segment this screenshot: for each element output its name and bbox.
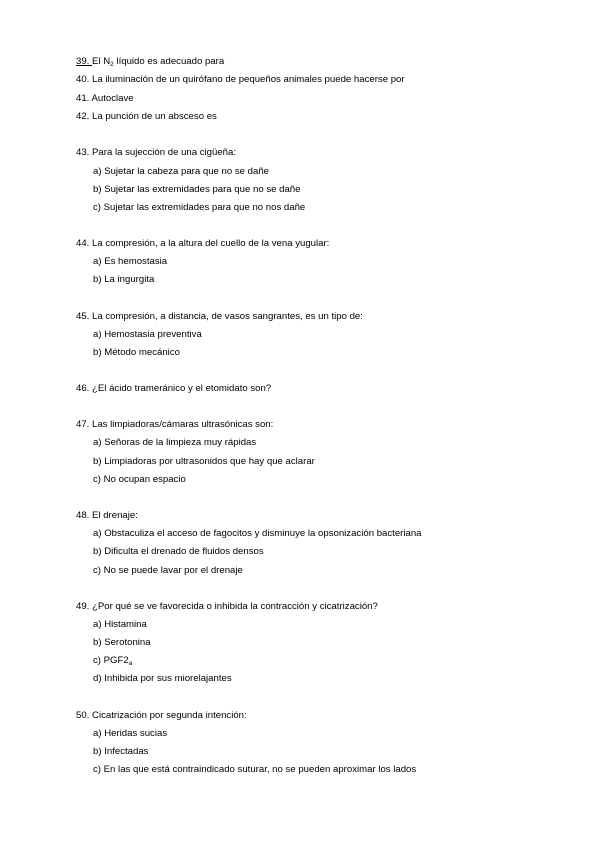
question-46 bbox=[76, 383, 271, 395]
option: b) Serotonina bbox=[93, 637, 151, 648]
question-text: El drenaje: bbox=[92, 510, 138, 521]
question-text: ¿El ácido trameránico y el etomidato son? bbox=[92, 383, 272, 394]
question-number: 49. bbox=[76, 601, 90, 612]
question-number: 45. bbox=[76, 311, 90, 322]
question-text: La iluminación de un quirófano de pequeños animales puede hacerse por bbox=[92, 74, 405, 85]
question-48 bbox=[76, 510, 138, 522]
question-42 bbox=[76, 111, 217, 123]
option: b) Infectadas bbox=[93, 746, 149, 757]
question-number: 40. bbox=[76, 74, 90, 85]
question-text: El $N_2$ líquido es adecuado para bbox=[92, 56, 225, 68]
option: c) No ocupan espacio bbox=[93, 474, 186, 485]
question-text: La punción de un absceso es bbox=[92, 111, 217, 122]
option: a) Es hemostasia bbox=[93, 256, 168, 267]
question-45 bbox=[76, 311, 363, 323]
question-text: Las limpiadoras/cámaras ultrasónicas son: bbox=[92, 419, 274, 430]
question-number: 42. bbox=[76, 111, 90, 122]
question-number: 39. bbox=[76, 56, 90, 67]
question-43 bbox=[76, 147, 236, 159]
question-number: 48. bbox=[76, 510, 90, 521]
question-text: La compresión, a la altura del cuello de la vena yugular: bbox=[92, 238, 330, 249]
option: a) Obstaculiza el acceso de fagocitos y disminuye la opsonización bacteriana bbox=[93, 528, 422, 539]
question-number: 44. bbox=[76, 238, 90, 249]
option: b) Sujetar las extremidades para que no se dañe bbox=[93, 184, 301, 195]
question-39 bbox=[76, 56, 224, 68]
question-number: 47. bbox=[76, 419, 90, 430]
option: b) Dificulta el drenado de fluidos densos bbox=[93, 546, 264, 557]
question-text: Cicatrización por segunda intención: bbox=[92, 710, 247, 721]
option: a) Hemostasia preventiva bbox=[93, 329, 202, 340]
option: c) Sujetar las extremidades para que no nos dañe bbox=[93, 202, 306, 213]
option: d) Inhibida por sus miorelajantes bbox=[93, 673, 232, 684]
option: b) Método mecánico bbox=[93, 347, 180, 358]
option: b) La ingurgita bbox=[93, 274, 155, 285]
option: b) Limpiadoras por ultrasonidos que hay que aclarar bbox=[93, 456, 315, 467]
question-text: ¿Por qué se ve favorecida o inhibida la contracción y cicatrización? bbox=[92, 601, 378, 612]
question-number: 50. bbox=[76, 710, 90, 721]
question-47 bbox=[76, 419, 273, 431]
question-49 bbox=[76, 601, 378, 613]
option: a) Heridas sucias bbox=[93, 728, 168, 739]
question-text: Autoclave bbox=[91, 93, 134, 104]
question-number: 46. bbox=[76, 383, 90, 394]
question-44 bbox=[76, 238, 329, 250]
question-50 bbox=[76, 710, 247, 722]
question-40 bbox=[76, 74, 405, 86]
question-text: Para la sujección de una cigüeña: bbox=[92, 147, 237, 158]
question-text: La compresión, a distancia, de vasos sangrantes, es un tipo de: bbox=[92, 311, 363, 322]
option: c) $PGF2_a$ bbox=[93, 655, 133, 667]
option: c) No se puede lavar por el drenaje bbox=[93, 565, 243, 576]
option: a) Señoras de la limpieza muy rápidas bbox=[93, 437, 257, 448]
option: a) Sujetar la cabeza para que no se dañe bbox=[93, 166, 270, 177]
question-41 bbox=[76, 93, 134, 105]
question-number: 43. bbox=[76, 147, 90, 158]
option: a) Histamina bbox=[93, 619, 147, 630]
question-number: 41. bbox=[76, 93, 90, 104]
option: c) En las que está contraindicado suturar, no se pueden aproximar los lados bbox=[93, 764, 417, 775]
